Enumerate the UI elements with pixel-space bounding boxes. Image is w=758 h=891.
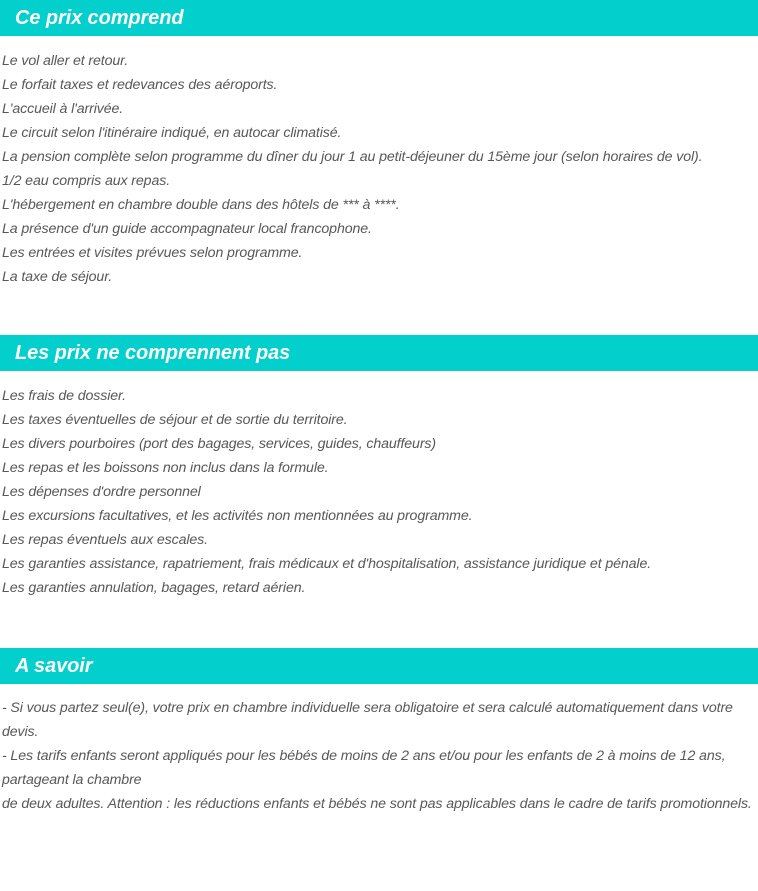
list-item: Le forfait taxes et redevances des aéroports.: [2, 77, 278, 93]
section-body-ce-prix-comprend: [0, 49, 758, 289]
list-item: L'hébergement en chambre double dans des hôtels de *** à ****.: [2, 197, 400, 213]
section-title: Ce prix comprend: [15, 7, 184, 29]
list-item: Les repas et les boissons non inclus dans la formule.: [2, 460, 329, 476]
section-header-les-prix-ne-comprennent-pas: [0, 335, 758, 371]
list-item: Le vol aller et retour.: [2, 53, 129, 69]
list-item: La taxe de séjour.: [2, 269, 113, 285]
note-paragraph: - Les tarifs enfants seront appliqués pour les bébés de moins de 2 ans et/ou pour les enfants de 2 à moins de 12 ans, partageant la chambre: [2, 748, 726, 788]
section-title: A savoir: [15, 655, 93, 677]
list-item: Le circuit selon l'itinéraire indiqué, en autocar climatisé.: [2, 125, 342, 141]
section-body-les-prix-ne-comprennent-pas: [0, 384, 758, 600]
list-item: Les frais de dossier.: [2, 388, 126, 404]
note-paragraph: - Si vous partez seul(e), votre prix en chambre individuelle sera obligatoire et sera calculé automatiquement dans votre devis.: [2, 700, 733, 740]
list-item: 1/2 eau compris aux repas.: [2, 173, 171, 189]
list-item: Les garanties assistance, rapatriement, frais médicaux et d'hospitalisation, assistance juridique et pénale.: [2, 556, 652, 572]
section-title: Les prix ne comprennent pas: [15, 342, 291, 364]
list-item: Les taxes éventuelles de séjour et de sortie du territoire.: [2, 412, 348, 428]
list-item: Les dépenses d'ordre personnel: [2, 484, 201, 500]
list-item: Les entrées et visites prévues selon programme.: [2, 245, 303, 261]
list-item: Les repas éventuels aux escales.: [2, 532, 208, 548]
section-header-a-savoir: [0, 648, 758, 684]
section-header-ce-prix-comprend: [0, 0, 758, 36]
note-paragraph: de deux adultes. Attention : les réductions enfants et bébés ne sont pas applicables dans le cadre de tarifs promotionnels.: [2, 796, 752, 812]
list-item: Les garanties annulation, bagages, retard aérien.: [2, 580, 306, 596]
list-item: L'accueil à l'arrivée.: [2, 101, 124, 117]
section-body-a-savoir: [0, 696, 758, 816]
list-item: Les excursions facultatives, et les activités non mentionnées au programme.: [2, 508, 473, 524]
list-item: La présence d'un guide accompagnateur local francophone.: [2, 221, 372, 237]
list-item: La pension complète selon programme du dîner du jour 1 au petit-déjeuner du 15ème jour (selon horaires de vol).: [2, 149, 703, 165]
list-item: Les divers pourboires (port des bagages, services, guides, chauffeurs): [2, 436, 437, 452]
